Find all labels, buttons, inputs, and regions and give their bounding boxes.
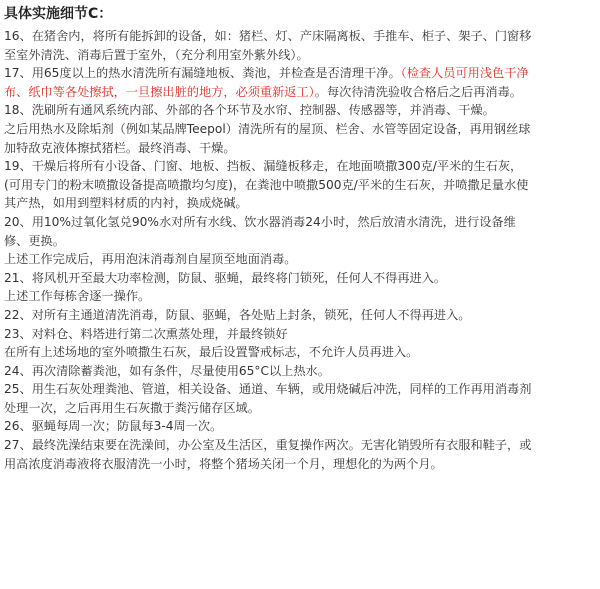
- text-line: [4, 269, 596, 288]
- line-text: 至室外清洗、消毒后置于室外，（充分利用室外紫外线）。: [4, 47, 309, 62]
- text-line: [4, 325, 596, 344]
- line-text: 之后用热水及除垢剂（例如某品牌Teepol）清洗所有的屋顶、栏舍、水管等固定设备，再用钢丝球: [4, 121, 531, 136]
- line-text: 22、对所有主通道清洗消毒，防鼠、驱蝇，各处贴上封条，锁死，任何人不得再进入。: [4, 307, 471, 322]
- document-body: [4, 27, 596, 473]
- line-text: 上述工作完成后，再用泡沫消毒剂自屋顶至地面消毒。: [4, 252, 297, 267]
- line-text-continued: 。每次待清洗验收合格后之后再消毒。: [314, 84, 522, 99]
- line-text: 加特敌克液体擦拭猪栏。最终消毒、干燥。: [4, 140, 236, 155]
- text-line: [4, 250, 596, 269]
- highlighted-note: 布、纸巾等各处擦拭，一旦擦出脏的地方，必须重新返工）: [4, 84, 315, 99]
- line-text: 其产热，如用到塑料材质的内衬，换成烧碱。: [4, 196, 248, 211]
- line-text: 20、用10%过氧化氢兑90%水对所有水线、饮水器消毒24小时，然后放清水清洗，进行设备维: [4, 214, 516, 229]
- line-text: 16、在猪舍内，将所有能拆卸的设备，如：猪栏、灯、产床隔离板、手推车、柜子、架子、门窗移: [4, 29, 532, 43]
- text-line: [4, 64, 596, 83]
- line-text: 23、对料仓、料塔进行第二次熏蒸处理，并最终锁好: [4, 326, 288, 341]
- text-line: [4, 343, 596, 362]
- text-line: [4, 46, 596, 65]
- text-line: [4, 83, 596, 102]
- text-line: [4, 306, 596, 325]
- line-text: 24、再次清除蓄粪池，如有条件，尽量使用65°C以上热水。: [4, 363, 330, 378]
- line-text: 19、干燥后将所有小设备、门窗、地板、挡板、漏缝板移走，在地面喷撒300克/平米的生石灰，: [4, 159, 523, 174]
- text-line: [4, 101, 596, 120]
- line-text: 17、用65度以上的热水清洗所有漏缝地板、粪池，并检查是否清理干净。: [4, 66, 401, 81]
- section-heading: 具体实施细节C：: [4, 6, 113, 22]
- text-line: [4, 380, 596, 399]
- line-text: 在所有上述场地的室外喷撒生石灰，最后设置警戒标志，不允许人员再进入。: [4, 345, 419, 360]
- line-text: 上述工作每栋舍逐一操作。: [4, 289, 151, 304]
- text-line: [4, 287, 596, 306]
- line-text: 21、将风机开至最大功率检测，防鼠、驱蝇，最终将门锁死，任何人不得再进入。: [4, 270, 447, 285]
- text-line: [4, 139, 596, 158]
- text-line: [4, 399, 596, 418]
- line-text: 修、更换。: [4, 233, 65, 248]
- line-text: 27、最终洗澡结束要在洗澡间，办公室及生活区，重复操作两次。无害化销毁所有衣服和鞋子，或: [4, 438, 532, 453]
- text-line: [4, 27, 596, 46]
- text-line: [4, 176, 596, 195]
- line-text: 25、用生石灰处理粪池、管道，相关设备、通道、车辆，或用烧碱后冲洗，同样的工作再用消毒剂: [4, 382, 532, 397]
- line-text: 用高浓度消毒液将衣服清洗一小时，将整个猪场关闭一个月，理想化的为两个月。: [4, 456, 443, 471]
- text-line: [4, 232, 596, 251]
- text-line: [4, 120, 596, 139]
- line-text: (可用专门的粉末喷撒设备提高喷撒均匀度)，在粪池中喷撒500克/平米的生石灰，并喷撒足量水使: [4, 177, 529, 192]
- line-text: 26、驱蝇每周一次；防鼠每3-4周一次。: [4, 419, 223, 434]
- line-text: 处理一次，之后再用生石灰撒于粪污储存区域。: [4, 400, 260, 415]
- text-line: [4, 194, 596, 213]
- text-line: [4, 157, 596, 176]
- text-line: [4, 455, 596, 474]
- line-text: 18、洗刷所有通风系统内部、外部的各个环节及水帘、控制器、传感器等，并消毒、干燥。: [4, 103, 495, 118]
- text-line: [4, 417, 596, 436]
- text-line: [4, 436, 596, 455]
- text-line: [4, 362, 596, 381]
- highlighted-note: （检查人员可用浅色干净: [400, 66, 529, 81]
- text-line: [4, 213, 596, 232]
